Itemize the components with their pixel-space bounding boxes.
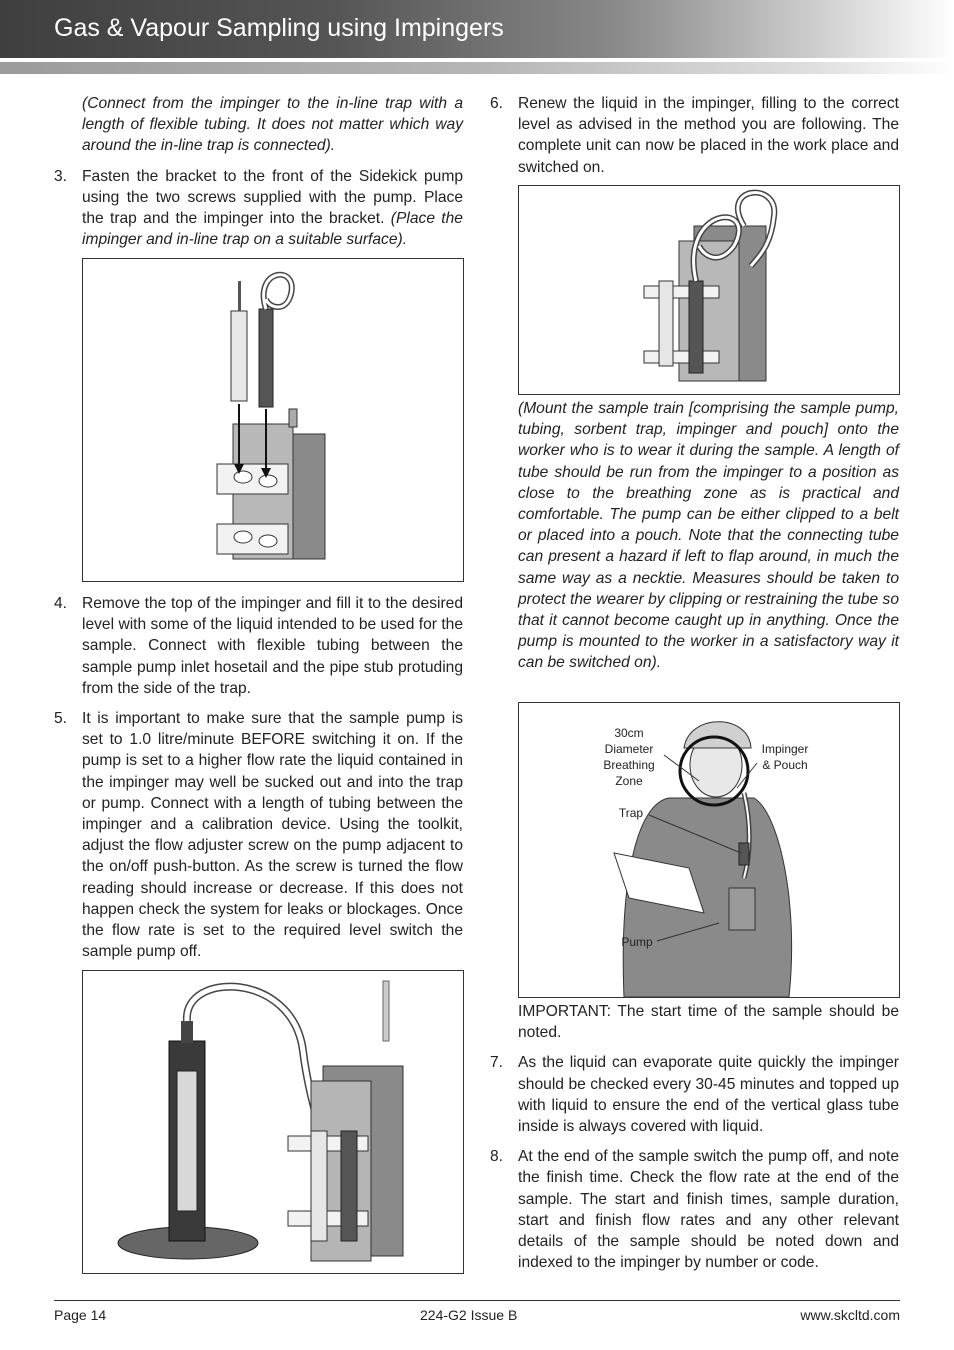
figure-worker-sample-train (518, 702, 900, 998)
impinger-pouch-label (753, 741, 817, 773)
step-8-number: 8. (490, 1148, 504, 1166)
breathing-zone-label (597, 725, 661, 789)
left-column-bottom (54, 593, 463, 971)
footer-issue: 224-G2 Issue B (420, 1307, 518, 1323)
trap-label: Trap (618, 806, 644, 820)
bracket-assembly-illustration (83, 259, 463, 581)
step-6 (490, 93, 899, 178)
breathing-zone-label-line3: Breathing (603, 758, 655, 772)
step-5-text: It is important to make sure that the sample pump is set to 1.0 litre/minute BEFORE switching it on. If the pump is set to a higher flow rate the liquid contained in the impinger may well be sucked out and into the trap or pump. Connect with a length of tubing between the impinger and a calibration device. Using the toolkit, adjust the flow adjuster screw on the pump adjacent to the on/off push-button. As the screw is turned the flow reading should increase or decrease. If this does not happen check the system for leaks or blockages. Once the flow rate is set to the required level switch the sample pump off. (82, 710, 463, 961)
step-4 (54, 593, 463, 699)
step-3-note: (Place the impinger and in-line trap on a suitable surface). (82, 210, 463, 249)
step-3 (54, 166, 463, 251)
step-8 (490, 1146, 899, 1273)
important-note: IMPORTANT: The start time of the sample should be noted. (518, 1003, 899, 1042)
right-column-top (490, 93, 899, 187)
step-3-text: Fasten the bracket to the front of the Sidekick pump using the two screws supplied with the pump. Place the trap and the impinger into the bracket. (82, 167, 463, 228)
figure-calibration-setup (82, 970, 464, 1274)
header-stripe (0, 62, 954, 74)
figure-bracket-assembly (82, 258, 464, 582)
step-3-number: 3. (54, 167, 68, 185)
step-7-text: As the liquid can evaporate quite quickly the impinger should be checked every 30-45 minutes and topped up with liquid to ensure the end of the vertical glass tube inside is always covered with liquid. (518, 1054, 899, 1136)
step-8-text: At the end of the sample switch the pump off, and note the finish time. Check the flow rate at the end of the sample. The start and finish times, sample duration, start and finish flow rates and any other relevant details of the sample should be noted down and indexed to the impinger by number or code. (518, 1148, 899, 1272)
figure-complete-unit (518, 185, 900, 395)
footer-divider (54, 1300, 900, 1301)
breathing-zone-label-line2: Diameter (604, 742, 654, 756)
right-column-bottom (490, 1001, 899, 1282)
calibration-setup-illustration (83, 971, 463, 1273)
worker-illustration (519, 703, 899, 997)
mount-note: (Mount the sample train [comprising the sample pump, tubing, sorbent trap, impinger and pouch] onto the worker who is to wear it during the sample. A length of tube should be run from the impinger to a position as close to the breathing zone as is practical and comfortable. The pump can be either clipped to a belt or placed into a pouch. Note that the connecting tube can present a hazard if left to flap around, in much the same way as a necktie. Measures should be taken to protect the wearer by clipping or restraining the tube so that it cannot become caught up in anything. Once the pump is mounted to the worker in a satisfactory way it can be switched on). (518, 400, 899, 672)
footer-url: www.skcltd.com (800, 1307, 900, 1323)
impinger-pouch-label-line2: & Pouch (762, 758, 808, 772)
page-header (0, 0, 954, 58)
right-column-mount-note (518, 398, 899, 683)
step-6-number: 6. (490, 95, 504, 112)
step-5-number: 5. (54, 710, 68, 728)
left-column-top (54, 93, 463, 259)
page-title: Gas & Vapour Sampling using Impingers (54, 14, 504, 42)
footer-page-number: Page 14 (54, 1307, 107, 1323)
impinger-pouch-label-line1: Impinger (761, 742, 809, 756)
step-4-number: 4. (54, 595, 68, 612)
complete-unit-illustration (519, 186, 899, 394)
pump-label: Pump (621, 935, 653, 949)
breathing-zone-label-line4: Zone (615, 774, 643, 788)
step-5 (54, 708, 463, 962)
step-6-text: Renew the liquid in the impinger, filling to the correct level as advised in the method you are following. The complete unit can now be placed in the work place and switched on. (518, 95, 899, 176)
breathing-zone-label-line1: 30cm (614, 726, 644, 740)
step-4-text: Remove the top of the impinger and fill it to the desired level with some of the liquid intended to be used for the sample. Connect with flexible tubing between the sample pump inlet hosetail and the pipe stub protuding from the side of the trap. (82, 595, 463, 697)
intro-note: (Connect from the impinger to the in-line trap with a length of flexible tubing. It does not matter which way around the in-line trap is connected). (82, 95, 463, 155)
step-7 (490, 1052, 899, 1137)
step-7-number: 7. (490, 1054, 504, 1072)
